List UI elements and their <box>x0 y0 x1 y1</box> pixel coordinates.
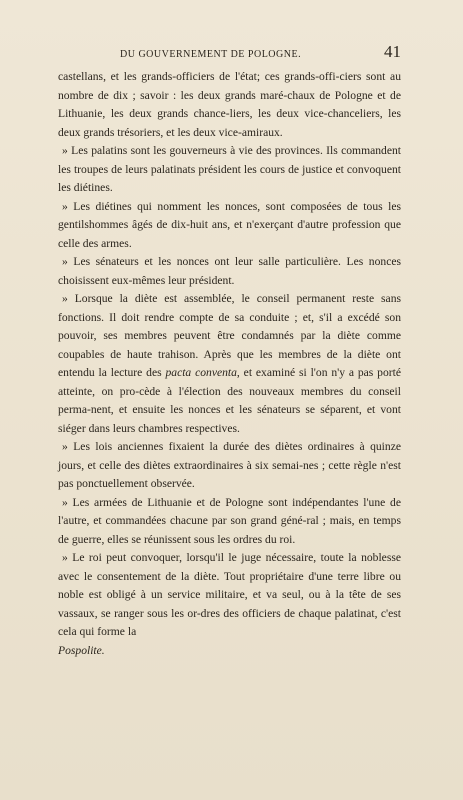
paragraph-8 <box>58 549 401 660</box>
page-number: 41 <box>384 42 401 61</box>
paragraph-5-tail: , et examiné si l'on n'y a pas porté atteinte, on pro-cède à l'élection des nouveaux membres du conseil perma-nent, et ensuite les nonces et les sénateurs se séparent, et vont siéger dans leurs chambres respectives. <box>58 366 401 435</box>
paragraph-7: » Les armées de Lithuanie et de Pologne sont indépendantes l'une de l'autre, et commandées chacune par son grand géné-ral ; mais, en temps de guerre, elles se réunissent sous les ordres du roi. <box>58 495 401 546</box>
paragraph-3: » Les diétines qui nomment les nonces, sont composées de tous les gentilshommes âgés de dix-huit ans, et n'exerçant d'autre profession que celle des armes. <box>58 199 401 250</box>
paragraph-5 <box>58 290 401 438</box>
paragraph-6: » Les lois anciennes fixaient la durée des diètes ordinaires à quinze jours, et celle des diètes extraordinaires à six semai-nes ; cette règle n'est pas ponctuellement observée. <box>58 440 401 490</box>
page-header <box>60 44 403 64</box>
italic-pospolite: Pospolite. <box>58 643 105 657</box>
paragraph-2: » Les palatins sont les gouverneurs à vie des provinces. Ils commandent les troupes de leurs palatinats président les cours de justice et convoquent les diétines. <box>58 144 401 194</box>
italic-pacta-conventa: pacta conventa <box>165 366 237 379</box>
body-text <box>58 68 401 660</box>
paragraph-8-text: » Le roi peut convoquer, lorsqu'il le juge nécessaire, toute la noblesse avec le consentement de la diète. Tout propriétaire d'une terre libre ou noble est obligé à un service militaire, et va seul, ou à la tête de ses vassaux, se ranger sous les or-dres des officiers de chaque palatinat, c'est cela qui forme la <box>58 551 401 638</box>
running-title: DU GOUVERNEMENT DE POLOGNE. <box>120 49 302 60</box>
paragraph-4: » Les sénateurs et les nonces ont leur salle particulière. Les nonces choisissent eux-mêmes leur président. <box>58 255 401 287</box>
paragraph-5-text: » Lorsque la diète est assemblée, le conseil permanent reste sans fonctions. Il doit rendre compte de sa conduite ; et, s'il a excédé son pouvoir, ses membres peuvent être condamnés par la diète comme coupables de haute trahison. Après que les membres de la diète ont entendu la lecture des <box>58 292 401 379</box>
paragraph-1: castellans, et les grands-officiers de l'état; ces grands-offi-ciers sont au nombre de dix ; savoir : les deux grands maré-chaux de Pologne et de Lithuanie, les deux grands chance-liers, les deux vice-chanceliers, les deux grands trésoriers, et les deux vice-amiraux. <box>58 70 401 139</box>
